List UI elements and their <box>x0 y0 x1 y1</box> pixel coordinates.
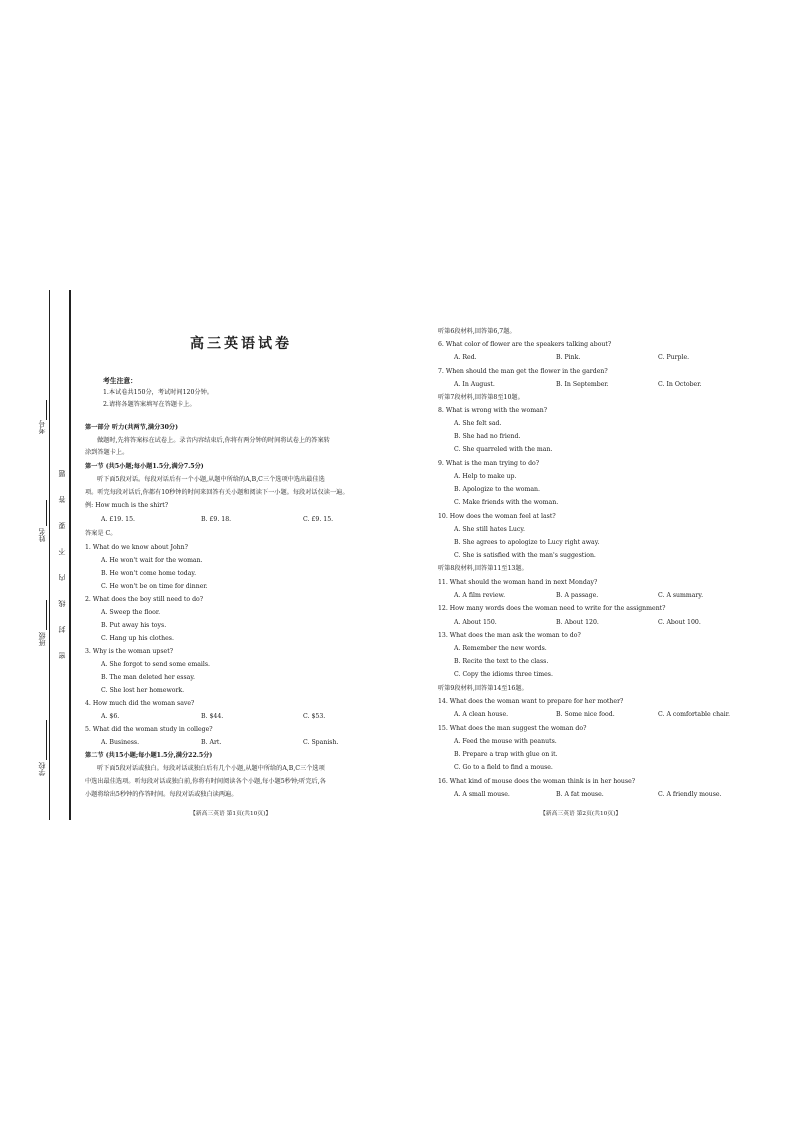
option: B. Apologize to the woman. <box>454 486 540 493</box>
label-school: 学校 <box>38 762 46 776</box>
question: 14. What does the woman want to prepare for her mother? <box>438 698 624 705</box>
page-footer-right: 【新高三英语 第2页(共10页)】 <box>540 811 622 817</box>
instruction-line: 中选出最佳选项。听每段对话或独白前,你将有时间阅读各个小题,每小题5秒钟;听完后,各 <box>85 778 326 785</box>
option: C. Hang up his clothes. <box>101 635 174 642</box>
section-heading: 第一节 (共5小题;每小题1.5分,满分7.5分) <box>85 463 204 470</box>
question: 15. What does the man suggest the woman do? <box>438 725 587 732</box>
material-heading: 听第7段材料,回答第8至10题。 <box>438 394 524 401</box>
option: B. About 120. <box>556 619 599 626</box>
option: B. Art. <box>201 739 222 746</box>
option: A. A clean house. <box>454 711 509 718</box>
instruction-line: 听下面5段对话或独白。每段对话或独白后有几个小题,从题中所给的A,B,C三个选项 <box>97 765 325 772</box>
instruction-line: 听下面5段对话。每段对话后有一个小题,从题中所给的A,B,C三个选项中选出最佳选 <box>97 476 325 483</box>
option: C. $53. <box>303 713 326 720</box>
section-heading: 第二节 (共15小题;每小题1.5分,满分22.5分) <box>85 752 213 759</box>
question: 9. What is the man trying to do? <box>438 460 540 467</box>
option: C. She lost her homework. <box>101 687 185 694</box>
option: B. A passage. <box>556 592 599 599</box>
option: A. She felt sad. <box>454 420 502 427</box>
option: C. She quarreled with the man. <box>454 446 553 453</box>
option: B. Recite the text to the class. <box>454 658 549 665</box>
option: C. A comfortable chair. <box>658 711 731 718</box>
instruction-line: 小题将给出5秒钟的作答时间。每段对话或独白读两遍。 <box>85 791 238 798</box>
option: B. The man deleted her essay. <box>101 674 195 681</box>
option: A. She still hates Lucy. <box>454 526 525 533</box>
option: C. A summary. <box>658 592 704 599</box>
example-question: 例: How much is the shirt? <box>85 502 169 509</box>
question: 13. What does the man ask the woman to do? <box>438 632 581 639</box>
label-class: 班级 <box>38 632 46 646</box>
fill-line-2 <box>46 500 47 526</box>
material-heading: 听第9段材料,回答第14至16题。 <box>438 685 528 692</box>
notice-heading: 考生注意： <box>103 377 137 385</box>
option: A. Sweep the floor. <box>101 609 161 616</box>
question: 10. How does the woman feel at last? <box>438 513 556 520</box>
option: B. He won't come home today. <box>101 570 197 577</box>
question: 6. What color of flower are the speakers talking about? <box>438 341 612 348</box>
part-heading: 第一部分 听力(共两节,满分30分) <box>85 424 179 431</box>
seal-char: 题 <box>58 470 66 477</box>
option: A. Help to make up. <box>454 473 517 480</box>
option: A. Remember the new words. <box>454 645 547 652</box>
question: 3. Why is the woman upset? <box>85 648 174 655</box>
option: B. In September. <box>556 381 609 388</box>
seal-char: 答 <box>58 496 66 503</box>
option: C. Purple. <box>658 354 690 361</box>
seal-char: 要 <box>58 522 66 529</box>
option: C. Spanish. <box>303 739 339 746</box>
question: 1. What do we know about John? <box>85 544 188 551</box>
option: B. She agrees to apologize to Lucy right away. <box>454 539 600 546</box>
instruction-line: 做题时,先将答案标在试卷上。录音内容结束后,你将有两分钟的时间将试卷上的答案转 <box>97 437 330 444</box>
option: A. £19. 15. <box>101 516 135 523</box>
option: A. A small mouse. <box>454 791 510 798</box>
question: 8. What is wrong with the woman? <box>438 407 548 414</box>
label-name: 姓名 <box>38 528 46 542</box>
option: C. Go to a field to find a mouse. <box>454 764 553 771</box>
instruction-line: 涂到答题卡上。 <box>85 449 129 456</box>
notice-line: 1.本试卷共150分，考试时间120分钟。 <box>103 389 213 396</box>
option: A. A film review. <box>454 592 506 599</box>
binding-line-outer <box>49 290 50 820</box>
option: C. Make friends with the woman. <box>454 499 559 506</box>
material-heading: 听第8段材料,回答第11至13题。 <box>438 565 528 572</box>
option: C. In October. <box>658 381 702 388</box>
question: 2. What does the boy still need to do? <box>85 596 204 603</box>
option: B. Some nice food. <box>556 711 615 718</box>
seal-char: 不 <box>58 548 66 555</box>
option: A. Feed the mouse with peanuts. <box>454 738 557 745</box>
option: B. She had no friend. <box>454 433 521 440</box>
option: A. She forgot to send some emails. <box>101 661 211 668</box>
fill-line-4 <box>46 720 47 760</box>
option: A. $6. <box>101 713 120 720</box>
question: 4. How much did the woman save? <box>85 700 195 707</box>
exam-title: 高三英语试卷 <box>190 336 292 352</box>
question: 11. What should the woman hand in next Monday? <box>438 579 598 586</box>
notice-line: 2.请将各题答案填写在答题卡上。 <box>103 401 196 408</box>
fill-line-3 <box>46 600 47 630</box>
fill-line-1 <box>46 400 47 420</box>
page-footer-left: 【新高三英语 第1页(共10页)】 <box>190 811 272 817</box>
option: C. A friendly mouse. <box>658 791 722 798</box>
seal-char: 封 <box>58 626 66 633</box>
option: C. He won't be on time for dinner. <box>101 583 208 590</box>
option: C. £9. 15. <box>303 516 334 523</box>
option: C. About 100. <box>658 619 701 626</box>
option: B. $44. <box>201 713 224 720</box>
question: 5. What did the woman study in college? <box>85 726 213 733</box>
option: B. Pink. <box>556 354 581 361</box>
option: C. Copy the idioms three times. <box>454 671 553 678</box>
option: A. He won't wait for the woman. <box>101 557 203 564</box>
seal-char: 密 <box>58 652 66 659</box>
option: B. Put away his toys. <box>101 622 167 629</box>
example-answer: 答案是 C。 <box>85 530 117 537</box>
material-heading: 听第6段材料,回答第6,7题。 <box>438 328 516 335</box>
binding-line-inner <box>69 290 71 820</box>
question: 12. How many words does the woman need to write for the assignment? <box>438 605 666 612</box>
option: B. £9. 18. <box>201 516 232 523</box>
option: A. In August. <box>454 381 495 388</box>
option: A. Business. <box>101 739 140 746</box>
option: B. Prepare a trap with glue on it. <box>454 751 558 758</box>
question: 7. When should the man get the flower in the garden? <box>438 368 608 375</box>
seal-char: 内 <box>58 574 66 581</box>
option: A. About 150. <box>454 619 497 626</box>
option: B. A fat mouse. <box>556 791 604 798</box>
option: C. She is satisfied with the man's suggestion. <box>454 552 596 559</box>
instruction-line: 项。听完每段对话后,你都有10秒钟的时间来回答有关小题和阅读下一小题。每段对话仅读一遍。 <box>85 489 349 496</box>
option: A. Red. <box>454 354 477 361</box>
seal-char: 线 <box>58 600 66 607</box>
question: 16. What kind of mouse does the woman think is in her house? <box>438 778 636 785</box>
label-exam-number: 考号 <box>38 420 46 434</box>
